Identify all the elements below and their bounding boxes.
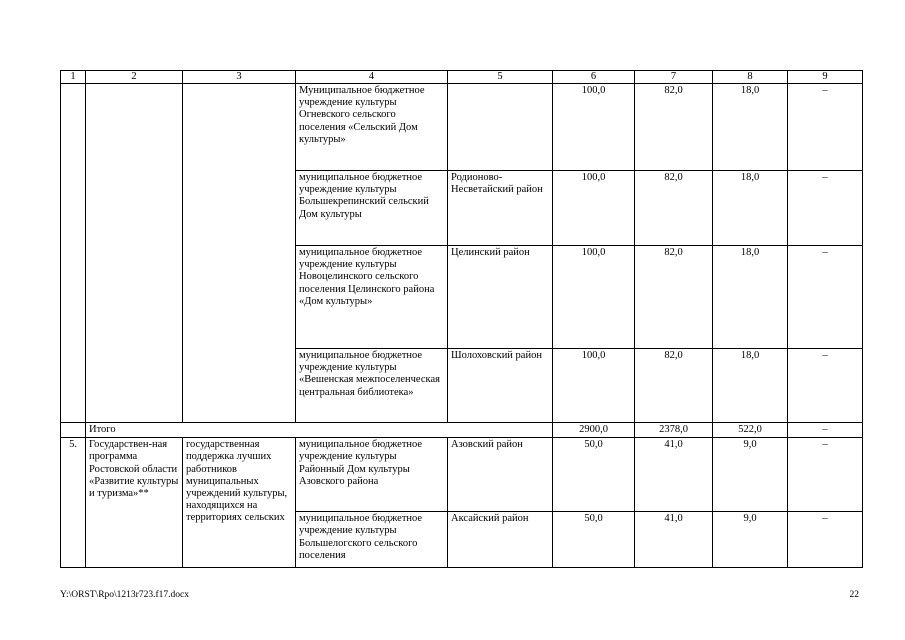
- institution-text: муниципальное бюджетное учреждение культуры Большелогского сельского поселения: [299, 513, 423, 561]
- table-row: [61, 84, 863, 171]
- amount-local-cell: –: [788, 438, 863, 512]
- data-table: [60, 70, 863, 568]
- number-cell: [61, 423, 86, 438]
- header-cell: 8: [713, 71, 788, 84]
- amount-federal-cell: 82,0: [635, 349, 713, 423]
- district-cell: Родионово-Несветайский район: [448, 171, 553, 246]
- amount-total-cell: 50,0: [553, 438, 635, 512]
- amount-regional-cell: 18,0: [713, 246, 788, 349]
- amount-total-cell: 100,0: [553, 349, 635, 423]
- program-name: Государствен-ная программа Ростовской области «Развитие культуры и туризма»**: [86, 438, 183, 568]
- amount-federal-cell: 41,0: [635, 438, 713, 512]
- district-cell: Шолоховский район: [448, 349, 553, 423]
- amount-regional-cell: 9,0: [713, 512, 788, 568]
- header-row: [61, 71, 863, 84]
- page-number: 22: [849, 590, 859, 600]
- amount-federal-cell: 82,0: [635, 246, 713, 349]
- activity-cell: [183, 84, 296, 423]
- amount-federal-cell: 41,0: [635, 512, 713, 568]
- amount-total-cell: 100,0: [553, 171, 635, 246]
- amount-local-cell: –: [788, 349, 863, 423]
- amount-regional-cell: 18,0: [713, 84, 788, 171]
- institution-cell: муниципальное бюджетное учреждение культуры Новоцелинского сельского поселения Целинского района «Дом культуры»: [296, 246, 448, 349]
- amount-federal-cell: 82,0: [635, 171, 713, 246]
- amount-local-cell: –: [788, 246, 863, 349]
- header-cell: 6: [553, 71, 635, 84]
- header-cell: 5: [448, 71, 553, 84]
- header-cell: 7: [635, 71, 713, 84]
- header-cell: 1: [61, 71, 86, 84]
- amount-total-cell: 50,0: [553, 512, 635, 568]
- institution-cell: муниципальное бюджетное учреждение культуры Районный Дом культуры Азовского района: [296, 438, 448, 512]
- file-path: Y:\ORST\Rpo\1213r723.f17.docx: [60, 590, 189, 600]
- header-cell: 9: [788, 71, 863, 84]
- total-label: Итого: [86, 423, 553, 438]
- amount-local-cell: –: [788, 171, 863, 246]
- header-cell: 4: [296, 71, 448, 84]
- total-regional-cell: 522,0: [713, 423, 788, 438]
- institution-cell: муниципальное бюджетное учреждение культуры Большекрепинский сельский Дом культуры: [296, 171, 448, 246]
- total-amount-cell: 2900,0: [553, 423, 635, 438]
- total-local-cell: –: [788, 423, 863, 438]
- amount-local-cell: –: [788, 84, 863, 171]
- amount-regional-cell: 18,0: [713, 171, 788, 246]
- district-cell: Целинский район: [448, 246, 553, 349]
- amount-total-cell: 100,0: [553, 246, 635, 349]
- amount-regional-cell: 9,0: [713, 438, 788, 512]
- amount-federal-cell: 82,0: [635, 84, 713, 171]
- table-row: [61, 438, 863, 512]
- header-cell: 3: [183, 71, 296, 84]
- district-cell: Азовский район: [448, 438, 553, 512]
- header-cell: 2: [86, 71, 183, 84]
- amount-total-cell: 100,0: [553, 84, 635, 171]
- amount-regional-cell: 18,0: [713, 349, 788, 423]
- total-row: [61, 423, 863, 438]
- institution-cell: муниципальное бюджетное учреждение культуры «Вешенская межпоселенческая центральная библиотека»: [296, 349, 448, 423]
- section-number: 5.: [61, 438, 86, 568]
- district-cell: Аксайский район: [448, 512, 553, 568]
- institution-cell: [296, 512, 448, 568]
- total-federal-cell: 2378,0: [635, 423, 713, 438]
- activity-name: государственная поддержка лучших работников муниципальных учреждений культуры, находящихся на территориях сельских: [183, 438, 296, 568]
- amount-local-cell: –: [788, 512, 863, 568]
- program-cell: [86, 84, 183, 423]
- district-cell: [448, 84, 553, 171]
- number-cell: [61, 84, 86, 423]
- institution-cell: Муниципальное бюджетное учреждение культуры Огневского сельского поселения «Сельский Дом культуры»: [296, 84, 448, 171]
